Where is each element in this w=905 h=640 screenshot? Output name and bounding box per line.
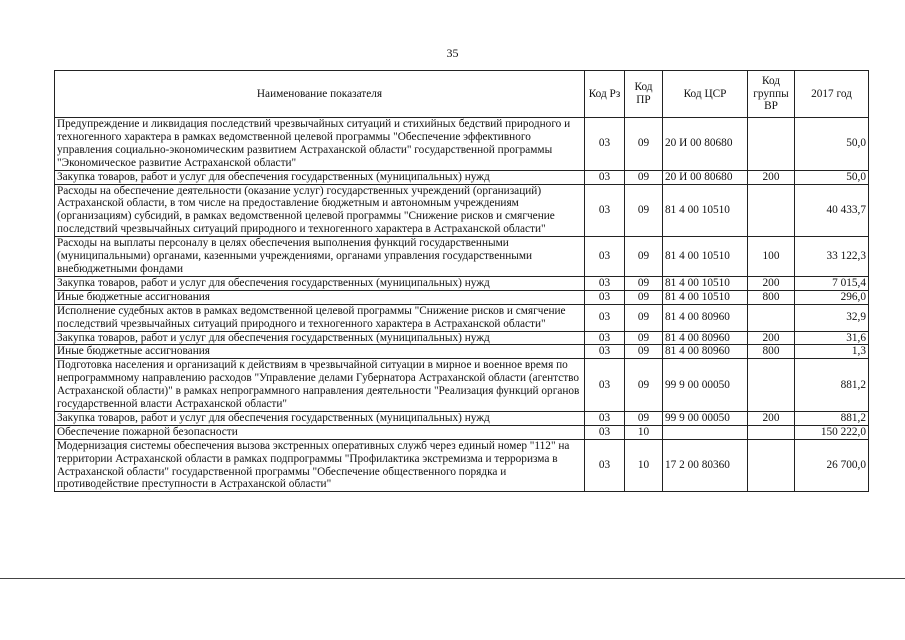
row-vr-cell: 200: [748, 170, 795, 184]
row-csr-cell: 99 9 00 00050: [663, 411, 748, 425]
row-pr-cell: 09: [625, 290, 663, 304]
row-vr-cell: [748, 184, 795, 237]
row-csr-cell: 81 4 00 10510: [663, 184, 748, 237]
row-csr-cell: 20 И 00 80680: [663, 118, 748, 171]
row-rz-cell: 03: [585, 425, 625, 439]
row-pr-cell: 09: [625, 331, 663, 345]
row-csr-cell: [663, 425, 748, 439]
row-vr-cell: [748, 118, 795, 171]
row-name-cell: Закупка товаров, работ и услуг для обеспечения государственных (муниципальных) нужд: [55, 170, 585, 184]
table-row: [55, 276, 869, 290]
row-vr-cell: [748, 359, 795, 412]
row-rz-cell: 03: [585, 184, 625, 237]
row-name-cell: Иные бюджетные ассигнования: [55, 290, 585, 304]
row-rz-cell: 03: [585, 304, 625, 331]
row-csr-cell: 81 4 00 10510: [663, 276, 748, 290]
row-amount-cell: 881,2: [795, 411, 869, 425]
table-row: [55, 290, 869, 304]
row-pr-cell: 09: [625, 359, 663, 412]
row-csr-cell: 81 4 00 80960: [663, 331, 748, 345]
row-csr-cell: 20 И 00 80680: [663, 170, 748, 184]
row-name-cell: Подготовка населения и организаций к действиям в чрезвычайной ситуации в мирное и военное время по непрограммному направлению расходов "Управление делами Губернатора Астраханской области (агентство Астраханской области)" в рамках непрограммного направления деятельности "Реализация функций органов государственной власти Астраханской области": [55, 359, 585, 412]
row-amount-cell: 7 015,4: [795, 276, 869, 290]
row-rz-cell: 03: [585, 345, 625, 359]
row-csr-cell: 81 4 00 10510: [663, 290, 748, 304]
table-row: [55, 304, 869, 331]
row-csr-cell: 81 4 00 80960: [663, 345, 748, 359]
row-vr-cell: 200: [748, 276, 795, 290]
row-pr-cell: 09: [625, 276, 663, 290]
header-vr: Код группы ВР: [748, 71, 795, 118]
table-row: [55, 359, 869, 412]
row-amount-cell: 26 700,0: [795, 439, 869, 492]
row-rz-cell: 03: [585, 237, 625, 277]
row-csr-cell: 81 4 00 80960: [663, 304, 748, 331]
row-pr-cell: 09: [625, 184, 663, 237]
row-name-cell: Обеспечение пожарной безопасности: [55, 425, 585, 439]
row-pr-cell: 09: [625, 345, 663, 359]
row-vr-cell: [748, 439, 795, 492]
row-pr-cell: 09: [625, 170, 663, 184]
row-pr-cell: 09: [625, 411, 663, 425]
row-amount-cell: 50,0: [795, 118, 869, 171]
row-csr-cell: 17 2 00 80360: [663, 439, 748, 492]
row-pr-cell: 10: [625, 425, 663, 439]
row-name-cell: Расходы на выплаты персоналу в целях обеспечения выполнения функций государственными (муниципальными) органами, казенными учреждениями, органами управления государственными внебюджетными фондами: [55, 237, 585, 277]
header-rz: Код Рз: [585, 71, 625, 118]
header-csr: Код ЦСР: [663, 71, 748, 118]
row-name-cell: Исполнение судебных актов в рамках ведомственной целевой программы "Снижение рисков и смягчение последствий чрезвычайных ситуаций природного и техногенного характера в Астраханской области": [55, 304, 585, 331]
row-amount-cell: 50,0: [795, 170, 869, 184]
row-amount-cell: 32,9: [795, 304, 869, 331]
row-name-cell: Закупка товаров, работ и услуг для обеспечения государственных (муниципальных) нужд: [55, 276, 585, 290]
header-pr: Код ПР: [625, 71, 663, 118]
row-rz-cell: 03: [585, 359, 625, 412]
header-row: [55, 71, 869, 118]
budget-table: [54, 70, 869, 492]
row-csr-cell: 81 4 00 10510: [663, 237, 748, 277]
row-amount-cell: 33 122,3: [795, 237, 869, 277]
row-name-cell: Расходы на обеспечение деятельности (оказание услуг) государственных учреждений (организаций) Астраханской области, в том числе на предоставление бюджетным и автономным учреждениям (организациям) субсидий, в рамках ведомственной целевой программы "Снижение рисков и смягчение последствий чрезвычайных ситуаций природного и техногенного характера в Астраханской области": [55, 184, 585, 237]
table-row: [55, 237, 869, 277]
table-row: [55, 425, 869, 439]
row-csr-cell: 99 9 00 00050: [663, 359, 748, 412]
row-pr-cell: 09: [625, 118, 663, 171]
table-row: [55, 118, 869, 171]
table-row: [55, 184, 869, 237]
row-amount-cell: 296,0: [795, 290, 869, 304]
row-amount-cell: 40 433,7: [795, 184, 869, 237]
row-name-cell: Иные бюджетные ассигнования: [55, 345, 585, 359]
row-rz-cell: 03: [585, 290, 625, 304]
header-year: 2017 год: [795, 71, 869, 118]
row-vr-cell: 200: [748, 411, 795, 425]
row-amount-cell: 150 222,0: [795, 425, 869, 439]
row-rz-cell: 03: [585, 118, 625, 171]
row-name-cell: Закупка товаров, работ и услуг для обеспечения государственных (муниципальных) нужд: [55, 331, 585, 345]
row-rz-cell: 03: [585, 170, 625, 184]
table-row: [55, 411, 869, 425]
row-vr-cell: 200: [748, 331, 795, 345]
row-amount-cell: 1,3: [795, 345, 869, 359]
row-pr-cell: 10: [625, 439, 663, 492]
row-vr-cell: 800: [748, 345, 795, 359]
strike-through-line: [0, 578, 905, 579]
row-pr-cell: 09: [625, 304, 663, 331]
row-amount-cell: 881,2: [795, 359, 869, 412]
row-name-cell: Модернизация системы обеспечения вызова экстренных оперативных служб через единый номер "112" на территории Астраханской области в рамках подпрограммы "Профилактика экстремизма и терроризма в Астраханской области" государственной программы "Обеспечение общественного порядка и противодействие преступности в Астраханской области": [55, 439, 585, 492]
row-vr-cell: 800: [748, 290, 795, 304]
table-row: [55, 439, 869, 492]
table-row: [55, 345, 869, 359]
row-name-cell: Закупка товаров, работ и услуг для обеспечения государственных (муниципальных) нужд: [55, 411, 585, 425]
row-vr-cell: 100: [748, 237, 795, 277]
table-row: [55, 170, 869, 184]
table-row: [55, 331, 869, 345]
page-number: 35: [446, 46, 459, 60]
row-rz-cell: 03: [585, 411, 625, 425]
header-name: Наименование показателя: [55, 71, 585, 118]
row-vr-cell: [748, 425, 795, 439]
row-name-cell: Предупреждение и ликвидация последствий чрезвычайных ситуаций и стихийных бедствий природного и техногенного характера в рамках ведомственной целевой программы "Обеспечение эффективного управления социально-экономическим развитием Астраханской области" государственной программы "Экономическое развитие Астраханской области": [55, 118, 585, 171]
row-rz-cell: 03: [585, 331, 625, 345]
row-pr-cell: 09: [625, 237, 663, 277]
row-amount-cell: 31,6: [795, 331, 869, 345]
row-rz-cell: 03: [585, 439, 625, 492]
row-vr-cell: [748, 304, 795, 331]
row-rz-cell: 03: [585, 276, 625, 290]
